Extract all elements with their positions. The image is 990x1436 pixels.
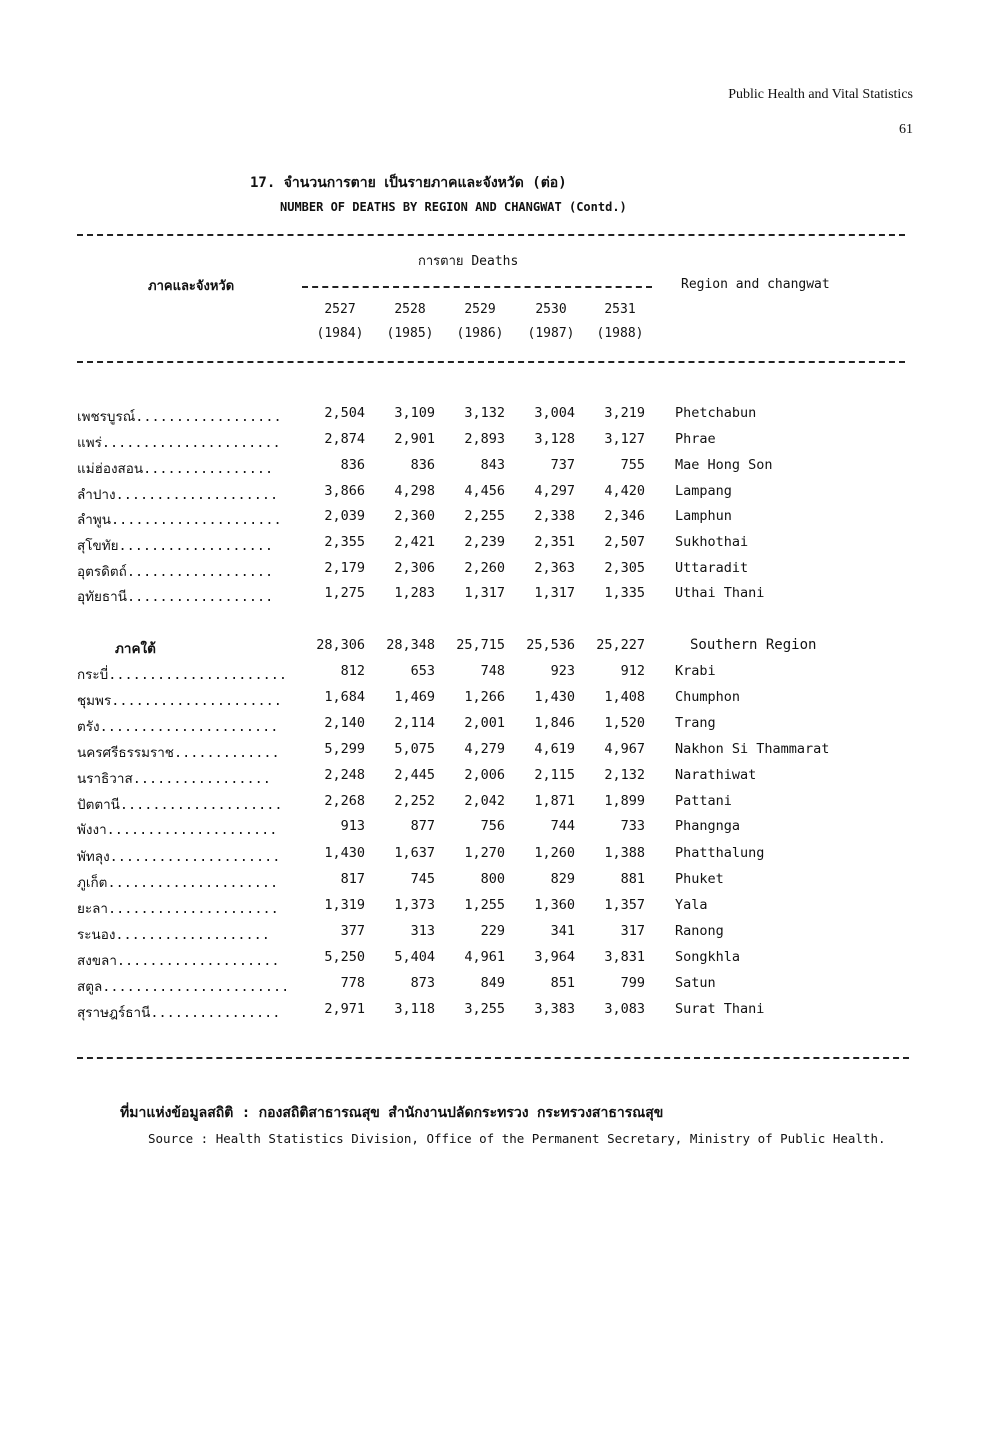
deaths-value: 799 xyxy=(620,975,645,991)
deaths-value: 843 xyxy=(480,457,505,473)
deaths-value: 2,360 xyxy=(394,508,435,524)
deaths-value: 2,140 xyxy=(324,715,365,731)
deaths-value: 2,351 xyxy=(534,534,575,550)
deaths-value: 1,388 xyxy=(604,845,645,861)
page-number: 61 xyxy=(899,122,913,137)
deaths-value: 733 xyxy=(620,818,645,834)
deaths-value: 1,283 xyxy=(394,585,435,601)
changwat-name-english: Yala xyxy=(675,897,708,913)
deaths-value: 1,684 xyxy=(324,689,365,705)
deaths-value: 2,507 xyxy=(604,534,645,550)
header-bottom-rule xyxy=(77,361,905,363)
deaths-value: 1,373 xyxy=(394,897,435,913)
deaths-value: 1,319 xyxy=(324,897,365,913)
table-row xyxy=(0,793,990,813)
changwat-name-english: Phangnga xyxy=(675,818,741,834)
deaths-value: 744 xyxy=(550,818,575,834)
deaths-value: 1,469 xyxy=(394,689,435,705)
deaths-value: 923 xyxy=(550,663,575,679)
changwat-name-thai: ปัตตานี.................... xyxy=(77,797,283,813)
deaths-value: 2,001 xyxy=(464,715,505,731)
changwat-name-english: Lamphun xyxy=(675,508,732,524)
deaths-value: 2,421 xyxy=(394,534,435,550)
deaths-value: 1,899 xyxy=(604,793,645,809)
deaths-value: 836 xyxy=(410,457,435,473)
deaths-value: 3,128 xyxy=(534,431,575,447)
changwat-name-english: Narathiwat xyxy=(675,767,757,783)
deaths-value: 755 xyxy=(620,457,645,473)
deaths-value: 737 xyxy=(550,457,575,473)
changwat-name-english: Chumphon xyxy=(675,689,741,705)
deaths-value: 912 xyxy=(620,663,645,679)
deaths-value: 2,115 xyxy=(534,767,575,783)
changwat-name-thai: แม่ฮ่องสอน................ xyxy=(77,461,274,477)
deaths-value: 1,255 xyxy=(464,897,505,913)
deaths-value: 2,039 xyxy=(324,508,365,524)
deaths-value: 2,355 xyxy=(324,534,365,550)
year-ad-header: (1986) xyxy=(456,326,504,341)
column-header-english: Region and changwat xyxy=(681,277,830,292)
deaths-value: 2,893 xyxy=(464,431,505,447)
deaths-value: 1,275 xyxy=(324,585,365,601)
deaths-heading: การตาย Deaths xyxy=(418,254,519,269)
table-row xyxy=(0,1001,990,1021)
region-total-row xyxy=(0,637,990,657)
deaths-value: 2,504 xyxy=(324,405,365,421)
deaths-value: 877 xyxy=(410,818,435,834)
table-row xyxy=(0,845,990,865)
table-row xyxy=(0,897,990,917)
changwat-name-english: Phuket xyxy=(675,871,724,887)
deaths-value: 800 xyxy=(480,871,505,887)
changwat-name-english: Pattani xyxy=(675,793,732,809)
deaths-value: 2,338 xyxy=(534,508,575,524)
deaths-value: 778 xyxy=(340,975,365,991)
deaths-value: 2,179 xyxy=(324,560,365,576)
deaths-value: 2,248 xyxy=(324,767,365,783)
deaths-value: 812 xyxy=(340,663,365,679)
deaths-value: 25,536 xyxy=(526,637,575,653)
deaths-rule xyxy=(302,286,652,288)
table-row xyxy=(0,923,990,943)
deaths-value: 849 xyxy=(480,975,505,991)
table-row xyxy=(0,767,990,787)
changwat-name-english: Songkhla xyxy=(675,949,741,965)
changwat-name-english: Uthai Thani xyxy=(675,585,765,601)
deaths-value: 3,964 xyxy=(534,949,575,965)
deaths-value: 2,132 xyxy=(604,767,645,783)
deaths-value: 2,363 xyxy=(534,560,575,576)
table-row xyxy=(0,508,990,528)
deaths-value: 1,357 xyxy=(604,897,645,913)
deaths-value: 2,901 xyxy=(394,431,435,447)
changwat-name-thai: สงขลา.................... xyxy=(77,953,280,969)
changwat-name-thai: นราธิวาส................. xyxy=(77,771,271,787)
changwat-name-english: Phrae xyxy=(675,431,716,447)
deaths-value: 3,132 xyxy=(464,405,505,421)
changwat-name-thai: กระบี่...................... xyxy=(77,667,288,683)
changwat-name-english: Satun xyxy=(675,975,716,991)
deaths-value: 3,118 xyxy=(394,1001,435,1017)
deaths-value: 25,715 xyxy=(456,637,505,653)
deaths-value: 2,006 xyxy=(464,767,505,783)
table-title-thai: 17. จำนวนการตาย เป็นรายภาคและจังหวัด (ต่อ) xyxy=(250,175,567,191)
changwat-name-thai: ลำปาง.................... xyxy=(77,487,279,503)
deaths-value: 653 xyxy=(410,663,435,679)
table-title-english: NUMBER OF DEATHS BY REGION AND CHANGWAT (Contd.) xyxy=(280,200,627,214)
changwat-name-english: Krabi xyxy=(675,663,716,679)
deaths-value: 313 xyxy=(410,923,435,939)
running-head: Public Health and Vital Statistics xyxy=(728,87,913,102)
deaths-value: 4,456 xyxy=(464,483,505,499)
changwat-name-thai: เพชรบูรณ์.................. xyxy=(77,409,282,425)
changwat-name-thai: ลำพูน..................... xyxy=(77,512,282,528)
deaths-value: 377 xyxy=(340,923,365,939)
deaths-value: 1,317 xyxy=(534,585,575,601)
deaths-value: 3,383 xyxy=(534,1001,575,1017)
deaths-value: 2,346 xyxy=(604,508,645,524)
deaths-value: 756 xyxy=(480,818,505,834)
changwat-name-thai: ภาคใต้ xyxy=(115,641,156,657)
table-row xyxy=(0,663,990,683)
deaths-value: 4,961 xyxy=(464,949,505,965)
deaths-value: 1,520 xyxy=(604,715,645,731)
table-row xyxy=(0,534,990,554)
bottom-rule xyxy=(77,1057,909,1059)
changwat-name-english: Sukhothai xyxy=(675,534,749,550)
table-row xyxy=(0,431,990,451)
year-be-header: 2529 xyxy=(464,302,496,317)
deaths-value: 1,408 xyxy=(604,689,645,705)
deaths-value: 2,042 xyxy=(464,793,505,809)
deaths-value: 317 xyxy=(620,923,645,939)
deaths-value: 836 xyxy=(340,457,365,473)
deaths-value: 2,445 xyxy=(394,767,435,783)
changwat-name-thai: ระนอง................... xyxy=(77,927,270,943)
deaths-value: 2,971 xyxy=(324,1001,365,1017)
deaths-value: 5,075 xyxy=(394,741,435,757)
deaths-value: 748 xyxy=(480,663,505,679)
deaths-value: 25,227 xyxy=(596,637,645,653)
changwat-name-english: Southern Region xyxy=(690,637,817,653)
deaths-value: 3,255 xyxy=(464,1001,505,1017)
table-row xyxy=(0,871,990,891)
deaths-value: 2,255 xyxy=(464,508,505,524)
deaths-value: 817 xyxy=(340,871,365,887)
changwat-name-thai: พัทลุง..................... xyxy=(77,849,281,865)
deaths-value: 1,317 xyxy=(464,585,505,601)
year-be-header: 2531 xyxy=(604,302,636,317)
deaths-value: 2,874 xyxy=(324,431,365,447)
deaths-value: 2,114 xyxy=(394,715,435,731)
deaths-value: 3,866 xyxy=(324,483,365,499)
table-row xyxy=(0,457,990,477)
changwat-name-english: Uttaradit xyxy=(675,560,749,576)
deaths-value: 829 xyxy=(550,871,575,887)
deaths-value: 881 xyxy=(620,871,645,887)
deaths-value: 28,306 xyxy=(316,637,365,653)
changwat-name-thai: ยะลา..................... xyxy=(77,901,279,917)
table-row xyxy=(0,585,990,605)
deaths-value: 2,260 xyxy=(464,560,505,576)
table-row xyxy=(0,818,990,838)
deaths-value: 1,871 xyxy=(534,793,575,809)
deaths-value: 229 xyxy=(480,923,505,939)
changwat-name-thai: ตรัง...................... xyxy=(77,719,279,735)
deaths-value: 4,297 xyxy=(534,483,575,499)
changwat-name-english: Mae Hong Son xyxy=(675,457,773,473)
changwat-name-thai: นครศรีธรรมราช............. xyxy=(77,745,280,761)
changwat-name-thai: สตูล....................... xyxy=(77,979,290,995)
year-be-header: 2530 xyxy=(535,302,567,317)
deaths-value: 5,299 xyxy=(324,741,365,757)
source-thai: ที่มาแห่งข้อมูลสถิติ : กองสถิติสาธารณสุข สำนักงานปลัดกระทรวง กระทรวงสาธารณสุข xyxy=(120,1105,664,1121)
top-rule xyxy=(77,234,905,236)
year-be-header: 2527 xyxy=(324,302,356,317)
deaths-value: 4,967 xyxy=(604,741,645,757)
table-row xyxy=(0,689,990,709)
changwat-name-thai: ภูเก็ต..................... xyxy=(77,875,279,891)
changwat-name-thai: พังงา..................... xyxy=(77,822,278,838)
year-ad-header: (1988) xyxy=(596,326,644,341)
table-row xyxy=(0,483,990,503)
changwat-name-thai: อุทัยธานี.................. xyxy=(77,589,274,605)
source-english: Source : Health Statistics Division, Office of the Permanent Secretary, Ministry of Public Health. xyxy=(148,1131,886,1146)
deaths-value: 4,619 xyxy=(534,741,575,757)
changwat-name-english: Trang xyxy=(675,715,716,731)
changwat-name-thai: สุโขทัย................... xyxy=(77,538,273,554)
deaths-value: 1,360 xyxy=(534,897,575,913)
deaths-value: 1,846 xyxy=(534,715,575,731)
deaths-value: 873 xyxy=(410,975,435,991)
deaths-value: 1,430 xyxy=(534,689,575,705)
year-ad-header: (1984) xyxy=(316,326,364,341)
deaths-value: 28,348 xyxy=(386,637,435,653)
table-row xyxy=(0,715,990,735)
deaths-value: 1,335 xyxy=(604,585,645,601)
deaths-value: 4,298 xyxy=(394,483,435,499)
changwat-name-english: Lampang xyxy=(675,483,732,499)
deaths-value: 1,270 xyxy=(464,845,505,861)
deaths-value: 3,219 xyxy=(604,405,645,421)
deaths-value: 1,430 xyxy=(324,845,365,861)
deaths-value: 1,637 xyxy=(394,845,435,861)
changwat-name-english: Phatthalung xyxy=(675,845,765,861)
table-row xyxy=(0,560,990,580)
deaths-value: 2,306 xyxy=(394,560,435,576)
changwat-name-english: Ranong xyxy=(675,923,724,939)
deaths-value: 3,109 xyxy=(394,405,435,421)
deaths-value: 5,250 xyxy=(324,949,365,965)
deaths-value: 4,420 xyxy=(604,483,645,499)
changwat-name-thai: อุตรดิตถ์.................. xyxy=(77,564,274,580)
deaths-value: 2,252 xyxy=(394,793,435,809)
deaths-value: 2,268 xyxy=(324,793,365,809)
year-ad-header: (1987) xyxy=(527,326,575,341)
year-be-header: 2528 xyxy=(394,302,426,317)
deaths-value: 3,004 xyxy=(534,405,575,421)
deaths-value: 851 xyxy=(550,975,575,991)
table-row xyxy=(0,975,990,995)
changwat-name-english: Surat Thani xyxy=(675,1001,765,1017)
changwat-name-english: Nakhon Si Thammarat xyxy=(675,741,830,757)
deaths-value: 913 xyxy=(340,818,365,834)
deaths-value: 3,083 xyxy=(604,1001,645,1017)
deaths-value: 2,239 xyxy=(464,534,505,550)
table-row xyxy=(0,741,990,761)
deaths-value: 5,404 xyxy=(394,949,435,965)
changwat-name-english: Phetchabun xyxy=(675,405,757,421)
deaths-value: 745 xyxy=(410,871,435,887)
deaths-value: 3,127 xyxy=(604,431,645,447)
deaths-value: 2,305 xyxy=(604,560,645,576)
changwat-name-thai: สุราษฎร์ธานี................ xyxy=(77,1005,281,1021)
deaths-value: 3,831 xyxy=(604,949,645,965)
year-ad-header: (1985) xyxy=(386,326,434,341)
deaths-value: 1,260 xyxy=(534,845,575,861)
deaths-value: 4,279 xyxy=(464,741,505,757)
deaths-value: 341 xyxy=(550,923,575,939)
changwat-name-thai: แพร่...................... xyxy=(77,435,281,451)
table-row xyxy=(0,405,990,425)
table-row xyxy=(0,949,990,969)
changwat-name-thai: ชุมพร..................... xyxy=(77,693,282,709)
column-header-thai: ภาคและจังหวัด xyxy=(148,279,235,294)
deaths-value: 1,266 xyxy=(464,689,505,705)
